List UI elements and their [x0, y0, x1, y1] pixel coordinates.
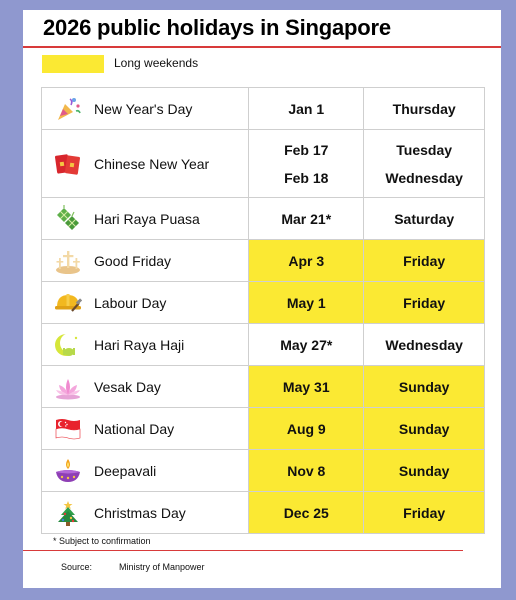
footer-divider — [23, 550, 463, 551]
holiday-name: National Day — [94, 420, 175, 437]
holiday-table — [41, 87, 485, 534]
holiday-date: May 31 — [249, 366, 364, 408]
holiday-date: May 27* — [249, 324, 364, 366]
holiday-name-cell — [42, 282, 249, 324]
red-packet-icon — [54, 150, 82, 178]
table-row — [42, 408, 485, 450]
holiday-name: Christmas Day — [94, 504, 186, 521]
title-divider — [23, 46, 501, 48]
holiday-name: Hari Raya Puasa — [94, 210, 200, 227]
footnote: * Subject to confirmation — [53, 536, 151, 546]
holiday-name-cell — [42, 450, 249, 492]
hard-hat-icon — [54, 289, 82, 317]
holiday-day: Saturday — [364, 198, 485, 240]
ketupat-icon — [54, 205, 82, 233]
holiday-infographic — [23, 10, 501, 588]
table-row — [42, 240, 485, 282]
lotus-icon — [54, 373, 82, 401]
table-row — [42, 282, 485, 324]
holiday-day: Sunday — [364, 450, 485, 492]
holiday-name: Good Friday — [94, 252, 172, 269]
holiday-date: Dec 25 — [249, 492, 364, 534]
crescent-mosque-icon — [54, 331, 82, 359]
holiday-date: Aug 9 — [249, 408, 364, 450]
crosses-icon — [54, 247, 82, 275]
holiday-name-cell — [42, 88, 249, 130]
holiday-name: Chinese New Year — [94, 155, 210, 172]
holiday-day: Sunday — [364, 366, 485, 408]
table-row — [42, 324, 485, 366]
table-row — [42, 88, 485, 130]
legend-swatch — [42, 55, 104, 73]
holiday-day: Thursday — [364, 88, 485, 130]
table-row — [42, 492, 485, 534]
holiday-date: Jan 1 — [249, 88, 364, 130]
singapore-flag-icon — [54, 415, 82, 443]
holiday-day: Friday — [364, 282, 485, 324]
holiday-name-cell — [42, 366, 249, 408]
holiday-name: New Year's Day — [94, 100, 193, 117]
holiday-name-cell — [42, 324, 249, 366]
holiday-name-cell — [42, 240, 249, 282]
holiday-day: Tuesday Wednesday — [364, 130, 485, 198]
holiday-date: May 1 — [249, 282, 364, 324]
holiday-name: Deepavali — [94, 462, 157, 479]
holiday-date: Apr 3 — [249, 240, 364, 282]
holiday-name: Hari Raya Haji — [94, 336, 185, 353]
holiday-name-cell — [42, 492, 249, 534]
table-row — [42, 130, 485, 198]
holiday-date: Mar 21* — [249, 198, 364, 240]
holiday-day: Sunday — [364, 408, 485, 450]
table-row — [42, 198, 485, 240]
party-popper-icon — [54, 95, 82, 123]
table-row — [42, 450, 485, 492]
holiday-name: Labour Day — [94, 294, 167, 311]
holiday-name-cell — [42, 408, 249, 450]
christmas-tree-icon — [54, 499, 82, 527]
legend-label: Long weekends — [114, 56, 199, 70]
diya-lamp-icon — [54, 457, 82, 485]
holiday-day: Wednesday — [364, 324, 485, 366]
holiday-day: Friday — [364, 492, 485, 534]
holiday-name-cell — [42, 130, 249, 198]
holiday-name-cell — [42, 198, 249, 240]
holiday-date: Nov 8 — [249, 450, 364, 492]
holiday-name: Vesak Day — [94, 378, 161, 395]
source-value: Ministry of Manpower — [119, 562, 205, 572]
source-label: Source: — [61, 562, 93, 572]
holiday-day: Friday — [364, 240, 485, 282]
page-title: 2026 public holidays in Singapore — [43, 15, 391, 40]
holiday-date: Feb 17 Feb 18 — [249, 130, 364, 198]
table-row — [42, 366, 485, 408]
